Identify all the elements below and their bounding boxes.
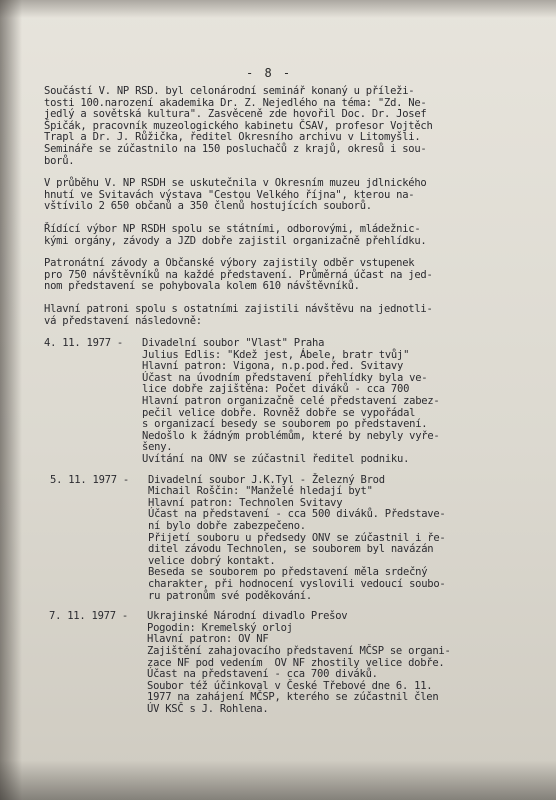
entry-line: Hlavní patron: Technolen Svitavy xyxy=(148,496,343,509)
entry-line: Nedošlo k žádným problémům, které by nebyly vyře- xyxy=(142,429,440,442)
document-body xyxy=(44,86,514,725)
paragraph-line: Součástí V. NP RSD. byl celonárodní seminář konaný u příleži- xyxy=(44,85,415,97)
entry-body xyxy=(147,611,514,715)
entry-line: Zajištění zahajovacího představení MČSP se organi- xyxy=(147,644,451,657)
entry-body xyxy=(148,475,514,603)
entry-line: ÚV KSČ s J. Rohlena. xyxy=(147,702,269,715)
performance-entries xyxy=(44,338,514,715)
page-number: - 8 - xyxy=(246,66,293,80)
entry-line: pečil velice dobře. Rovněž dobře se vypořádal xyxy=(142,406,416,419)
entry-line: ditel závodu Technolen, se souborem byl navázán xyxy=(148,543,434,556)
paragraph-line: jedlý a sovětská kultura". Zasvěceně zde hovořil Doc. Dr. Josef xyxy=(44,108,427,121)
paragraph-line: pro 750 návštěvníků na každé představení. Průměrná účast na jed- xyxy=(44,268,433,281)
entry-line: Ukrajinské Národní divadlo Prešov xyxy=(147,610,348,623)
entry-line: Hlavní patron: Vigona, n.p.pod.řed. Svitavy xyxy=(142,360,404,373)
paragraph-line: vštívilo 2 650 občanů a 350 členů hostujících souborů. xyxy=(44,200,372,213)
entry-line: Hlavní patron organizačně celé představení zabez- xyxy=(142,395,440,408)
entry-line: Beseda se souborem po představení měla srdečný xyxy=(148,566,428,579)
entry-line: Julius Edlis: "Kdež jest, Ábele, bratr tvůj" xyxy=(142,348,410,361)
performance-entry xyxy=(49,611,514,715)
entry-line: šeny. xyxy=(142,441,173,454)
paragraph xyxy=(44,86,514,167)
paragraph-line: nom představení se pohybovala kolem 610 návštěvníků. xyxy=(44,280,360,293)
entry-date: 7. 11. 1977 - xyxy=(49,610,128,623)
entry-line: Účast na úvodním představení přehlídky byla ve- xyxy=(142,371,428,384)
entry-line: Pogodin: Kremelský orloj xyxy=(147,621,293,634)
entry-line: charakter, při hodnocení vyslovili vedoucí soubo- xyxy=(148,577,446,590)
entry-line: Přijetí souboru u předsedy ONV se zúčastnil i ře- xyxy=(148,531,446,544)
entry-line: Účast na představení - cca 700 diváků. xyxy=(147,668,378,681)
entry-line: ru patronům své poděkování. xyxy=(148,589,312,602)
entry-line: Uvítání na ONV se zúčastnil ředitel podniku. xyxy=(142,453,410,466)
entry-line: Soubor též účinkoval v České Třebové dne 6. 11. xyxy=(147,679,433,692)
paragraph xyxy=(44,224,514,247)
paragraph-line: Trapl a Dr. J. Růžička, ředitel Okresního archivu v Litomyšli. xyxy=(44,131,421,144)
paragraph-line: borů. xyxy=(44,154,75,167)
entry-line: lice dobře zajištěna: Počet diváků - cca 700 xyxy=(142,383,410,396)
entry-line: zace NF pod vedením OV NF zhostily velice dobře. xyxy=(147,656,445,669)
entry-line: velice dobrý kontakt. xyxy=(148,554,276,567)
paragraph xyxy=(44,258,514,293)
paragraph-line: Řídící výbor NP RSDH spolu se státními, odborovými, mládežnic- xyxy=(44,222,421,235)
entry-line: Hlavní patron: OV NF xyxy=(147,633,269,646)
page-bottom-shadow xyxy=(0,760,556,800)
entry-line: s organizací besedy se souborem po představení. xyxy=(142,418,428,431)
paragraph-line: V průběhu V. NP RSDH se uskutečnila v Okresním muzeu jdlnického xyxy=(44,177,427,190)
performance-entry xyxy=(44,338,514,466)
paragraph xyxy=(44,178,514,213)
paragraph-line: Patronátní závody a Občanské výbory zajistily odběr vstupenek xyxy=(44,257,415,270)
paragraph-line: tosti 100.narození akademika Dr. Z. Nejedlého na téma: "Zd. Ne- xyxy=(44,96,427,109)
paragraph-line: hnutí ve Svitavách výstava "Cestou Velkého října", kterou na- xyxy=(44,188,415,201)
paragraph-line: Špičák, pracovník muzeologického kabinetu ČSAV, profesor Vojtěch xyxy=(44,119,433,132)
paragraph xyxy=(44,304,514,327)
entry-line: ní bylo dobře zabezpečeno. xyxy=(148,520,306,532)
entry-date: 4. 11. 1977 - xyxy=(44,337,123,350)
entry-line: Michail Roščin: "Manželé hledají byt" xyxy=(148,485,373,498)
entry-date: 5. 11. 1977 - xyxy=(50,473,129,486)
entry-line: Divadelní soubor "Vlast" Praha xyxy=(142,337,325,350)
entry-line: Účast na představení - cca 500 diváků. Představe- xyxy=(148,508,446,521)
paragraph-line: Hlavní patroni spolu s ostatními zajistili návštěvu na jednotli- xyxy=(44,302,433,315)
page-edge-shadow xyxy=(0,0,22,800)
entry-line: Divadelní soubor J.K.Tyl - Železný Brod xyxy=(148,473,385,486)
paragraphs xyxy=(44,86,514,327)
paragraph-line: vá představení následovně: xyxy=(44,314,202,327)
paragraph-line: kými orgány, závody a JZD dobře zajistil organizačně přehlídku. xyxy=(44,234,427,247)
entry-line: 1977 na zahájení MČSP, kterého se zúčastnil člen xyxy=(147,691,439,704)
paragraph-line: Semináře se zúčastnilo na 150 posluchačů z krajů, okresů i sou- xyxy=(44,142,427,155)
page-top-shadow xyxy=(0,0,556,18)
entry-body xyxy=(142,338,514,466)
performance-entry xyxy=(50,475,514,603)
